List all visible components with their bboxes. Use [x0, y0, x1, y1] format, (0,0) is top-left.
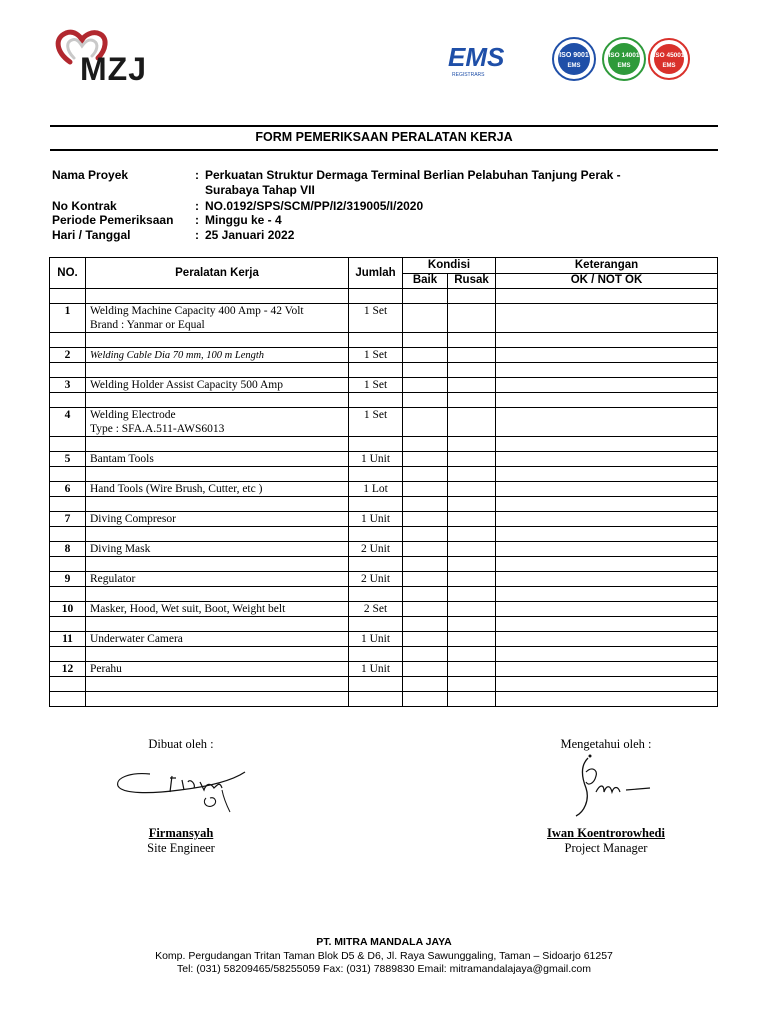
item-good [403, 602, 448, 617]
item-good [403, 348, 448, 363]
item-qty: 1 Unit [349, 512, 403, 527]
footer-address: Komp. Pergudangan Tritan Taman Blok D5 & D6, Jl. Raya Sawunggaling, Taman – Sidoarjo 61257 [155, 950, 613, 962]
item-broken [448, 378, 496, 393]
item-good [403, 632, 448, 647]
item-note [496, 662, 718, 677]
period-label: Periode Pemeriksaan [52, 213, 174, 227]
item-name: Perahu [86, 662, 349, 677]
table-row [50, 304, 718, 319]
item-no: 11 [50, 632, 86, 647]
item-qty: 1 Set [349, 304, 403, 319]
item-note [496, 304, 718, 319]
footer-company: PT. MITRA MANDALA JAYA [316, 936, 452, 948]
item-qty: 2 Set [349, 602, 403, 617]
item-broken [448, 632, 496, 647]
item-broken [448, 408, 496, 423]
item-qty: 1 Set [349, 378, 403, 393]
table-spacer-row [50, 497, 718, 512]
date-label: Hari / Tanggal [52, 228, 131, 242]
item-qty: 1 Set [349, 348, 403, 363]
certification-logos [444, 36, 690, 82]
right-signature-image [560, 752, 660, 822]
badge-iso14001-label: ISO 14001 [608, 52, 640, 59]
contract-label: No Kontrak [52, 199, 117, 213]
item-broken [448, 452, 496, 467]
item-qty: 1 Unit [349, 452, 403, 467]
item-note [496, 452, 718, 467]
item-name: Hand Tools (Wire Brush, Cutter, etc ) [86, 482, 349, 497]
item-broken [448, 512, 496, 527]
item-no: 7 [50, 512, 86, 527]
right-sign-caption: Mengetahui oleh : [560, 737, 652, 751]
title-divider-top [50, 125, 718, 127]
item-broken [448, 482, 496, 497]
colon: : [195, 199, 199, 213]
item-note [496, 482, 718, 497]
col-header-equipment: Peralatan Kerja [86, 258, 349, 289]
table-row [50, 482, 718, 497]
item-note [496, 512, 718, 527]
table-row [50, 512, 718, 527]
period-value: Minggu ke - 4 [205, 213, 282, 227]
equipment-table [49, 257, 718, 707]
table-detail-row [50, 422, 718, 437]
item-good [403, 542, 448, 557]
item-detail: Brand : Yanmar or Equal [86, 318, 349, 333]
form-title: FORM PEMERIKSAAN PERALATAN KERJA [255, 130, 513, 144]
project-name-label: Nama Proyek [52, 168, 129, 182]
company-logo [52, 28, 192, 88]
left-signature-image [110, 760, 260, 820]
item-good [403, 512, 448, 527]
table-spacer-row [50, 333, 718, 348]
item-broken [448, 348, 496, 363]
project-name-value: Perkuatan Struktur Dermaga Terminal Berlian Pelabuhan Tanjung Perak - [205, 168, 621, 182]
item-good [403, 662, 448, 677]
table-row [50, 572, 718, 587]
date-value: 25 Januari 2022 [205, 228, 295, 242]
table-row [50, 662, 718, 677]
item-no: 6 [50, 482, 86, 497]
left-signer-name: Firmansyah [148, 826, 214, 840]
footer-contact: Tel: (031) 58209465/58255059 Fax: (031) 7889830 Email: mitramandalajaya@gmail.com [177, 963, 591, 975]
item-note [496, 378, 718, 393]
item-note [496, 602, 718, 617]
table-spacer-row [50, 393, 718, 408]
item-good [403, 482, 448, 497]
table-spacer-row [50, 289, 718, 304]
item-note [496, 408, 718, 423]
table-spacer-row [50, 557, 718, 572]
item-name: Underwater Camera [86, 632, 349, 647]
table-spacer-row [50, 647, 718, 662]
col-header-no: NO. [50, 258, 86, 289]
item-broken [448, 572, 496, 587]
ems-logo-text: EMS [448, 42, 505, 72]
col-header-good: Baik [403, 273, 448, 289]
svg-text:EMS: EMS [662, 63, 676, 69]
table-row [50, 348, 718, 363]
item-broken [448, 304, 496, 319]
badge-iso45001 [649, 39, 689, 79]
item-note [496, 542, 718, 557]
item-name: Welding Electrode [86, 408, 349, 423]
table-row [50, 542, 718, 557]
item-qty: 1 Unit [349, 662, 403, 677]
badge-iso45001-label: ISO 45001 [653, 52, 685, 59]
table-row [50, 378, 718, 393]
badge-iso9001 [553, 38, 595, 80]
item-broken [448, 602, 496, 617]
item-qty: 2 Unit [349, 572, 403, 587]
item-no: 9 [50, 572, 86, 587]
col-header-note: Keterangan [496, 258, 718, 274]
company-logo-text: MZJ [80, 51, 147, 87]
item-no: 1 [50, 304, 86, 319]
project-name-value-line2: Surabaya Tahap VII [205, 183, 315, 197]
item-name: Masker, Hood, Wet suit, Boot, Weight belt [86, 602, 349, 617]
item-no: 8 [50, 542, 86, 557]
item-name: Welding Machine Capacity 400 Amp - 42 Volt [86, 304, 349, 319]
col-header-qty: Jumlah [349, 258, 403, 289]
item-broken [448, 542, 496, 557]
item-name: Bantam Tools [86, 452, 349, 467]
colon: : [195, 213, 199, 227]
item-name: Welding Cable Dia 70 mm, 100 m Length [86, 348, 349, 363]
item-good [403, 408, 448, 423]
table-spacer-row [50, 467, 718, 482]
col-header-condition: Kondisi [403, 258, 496, 274]
item-note [496, 572, 718, 587]
item-qty: 1 Set [349, 408, 403, 423]
item-no: 4 [50, 408, 86, 423]
table-spacer-row [50, 437, 718, 452]
item-no: 2 [50, 348, 86, 363]
table-row [50, 408, 718, 423]
col-header-note-sub: OK / NOT OK [496, 273, 718, 289]
colon: : [195, 228, 199, 242]
right-signer-name: Iwan Koentrorowhedi [547, 826, 665, 840]
table-row [50, 632, 718, 647]
left-signer-role: Site Engineer [147, 841, 215, 855]
item-good [403, 378, 448, 393]
right-signer-role: Project Manager [564, 841, 648, 855]
item-note [496, 348, 718, 363]
item-no: 12 [50, 662, 86, 677]
svg-text:EMS: EMS [617, 63, 631, 69]
item-detail: Type : SFA.A.511-AWS6013 [86, 422, 349, 437]
table-spacer-row [50, 527, 718, 542]
item-good [403, 452, 448, 467]
title-divider-bottom [50, 149, 718, 151]
ems-logo-subtext: REGISTRARS [452, 72, 485, 78]
table-detail-row [50, 318, 718, 333]
item-note [496, 632, 718, 647]
item-no: 10 [50, 602, 86, 617]
item-name: Regulator [86, 572, 349, 587]
table-row [50, 602, 718, 617]
item-good [403, 572, 448, 587]
svg-text:EMS: EMS [567, 63, 581, 69]
table-spacer-row [50, 617, 718, 632]
item-name: Diving Mask [86, 542, 349, 557]
contract-value: NO.0192/SPS/SCM/PP/I2/319005/I/2020 [205, 199, 424, 213]
item-good [403, 304, 448, 319]
item-qty: 1 Unit [349, 632, 403, 647]
table-spacer-row [50, 677, 718, 692]
table-spacer-row [50, 587, 718, 602]
badge-iso14001 [603, 38, 645, 80]
table-spacer-row [50, 363, 718, 378]
item-qty: 1 Lot [349, 482, 403, 497]
left-sign-caption: Dibuat oleh : [148, 737, 214, 751]
item-no: 3 [50, 378, 86, 393]
col-header-broken: Rusak [448, 273, 496, 289]
colon: : [195, 168, 199, 182]
item-qty: 2 Unit [349, 542, 403, 557]
item-name: Welding Holder Assist Capacity 500 Amp [86, 378, 349, 393]
item-broken [448, 662, 496, 677]
table-spacer-row [50, 692, 718, 707]
badge-iso9001-label: ISO 9001 [559, 52, 589, 59]
item-no: 5 [50, 452, 86, 467]
table-row [50, 452, 718, 467]
item-name: Diving Compresor [86, 512, 349, 527]
